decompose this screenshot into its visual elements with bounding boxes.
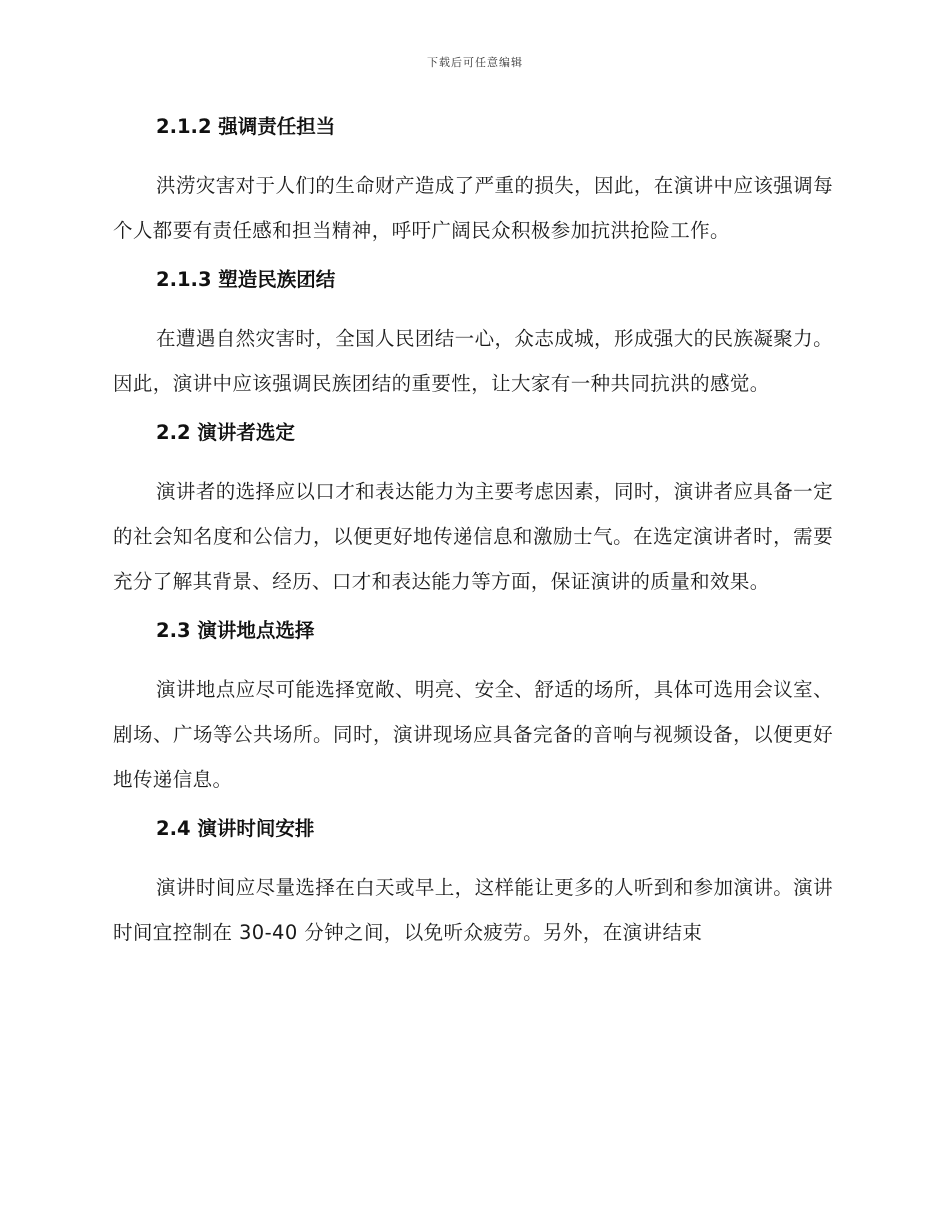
section-responsibility [113, 111, 833, 253]
section-heading: 2.1.2 强调责任担当 [156, 115, 336, 138]
section-time-arrangement [113, 813, 833, 955]
document-body [113, 111, 833, 966]
section-paragraph: 演讲者的选择应以口才和表达能力为主要考虑因素，同时，演讲者应具备一定的社会知名度和公信力，以便更好地传递信息和激励士气。在选定演讲者时，需要充分了解其背景、经历、口才和表达能力等方面，保证演讲的质量和效果。 [113, 480, 833, 593]
section-heading: 2.4 演讲时间安排 [156, 817, 315, 840]
section-national-unity [113, 264, 833, 406]
section-paragraph: 演讲时间应尽量选择在白天或早上，这样能让更多的人听到和参加演讲。演讲时间宜控制在 30-40 分钟之间，以免听众疲劳。另外，在演讲结束 [113, 876, 833, 944]
section-heading: 2.2 演讲者选定 [156, 421, 295, 444]
header-note: 下载后可任意编辑 [427, 56, 523, 69]
section-speaker-selection [113, 417, 833, 604]
section-paragraph: 在遭遇自然灾害时，全国人民团结一心，众志成城，形成强大的民族凝聚力。因此，演讲中应该强调民族团结的重要性，让大家有一种共同抗洪的感觉。 [113, 327, 833, 395]
section-venue-selection [113, 615, 833, 802]
section-paragraph: 演讲地点应尽可能选择宽敞、明亮、安全、舒适的场所，具体可选用会议室、剧场、广场等公共场所。同时，演讲现场应具备完备的音响与视频设备，以便更好地传递信息。 [113, 678, 833, 791]
section-heading: 2.3 演讲地点选择 [156, 619, 315, 642]
section-heading: 2.1.3 塑造民族团结 [156, 268, 336, 291]
section-paragraph: 洪涝灾害对于人们的生命财产造成了严重的损失，因此，在演讲中应该强调每个人都要有责任感和担当精神，呼吁广阔民众积极参加抗洪抢险工作。 [113, 174, 833, 242]
